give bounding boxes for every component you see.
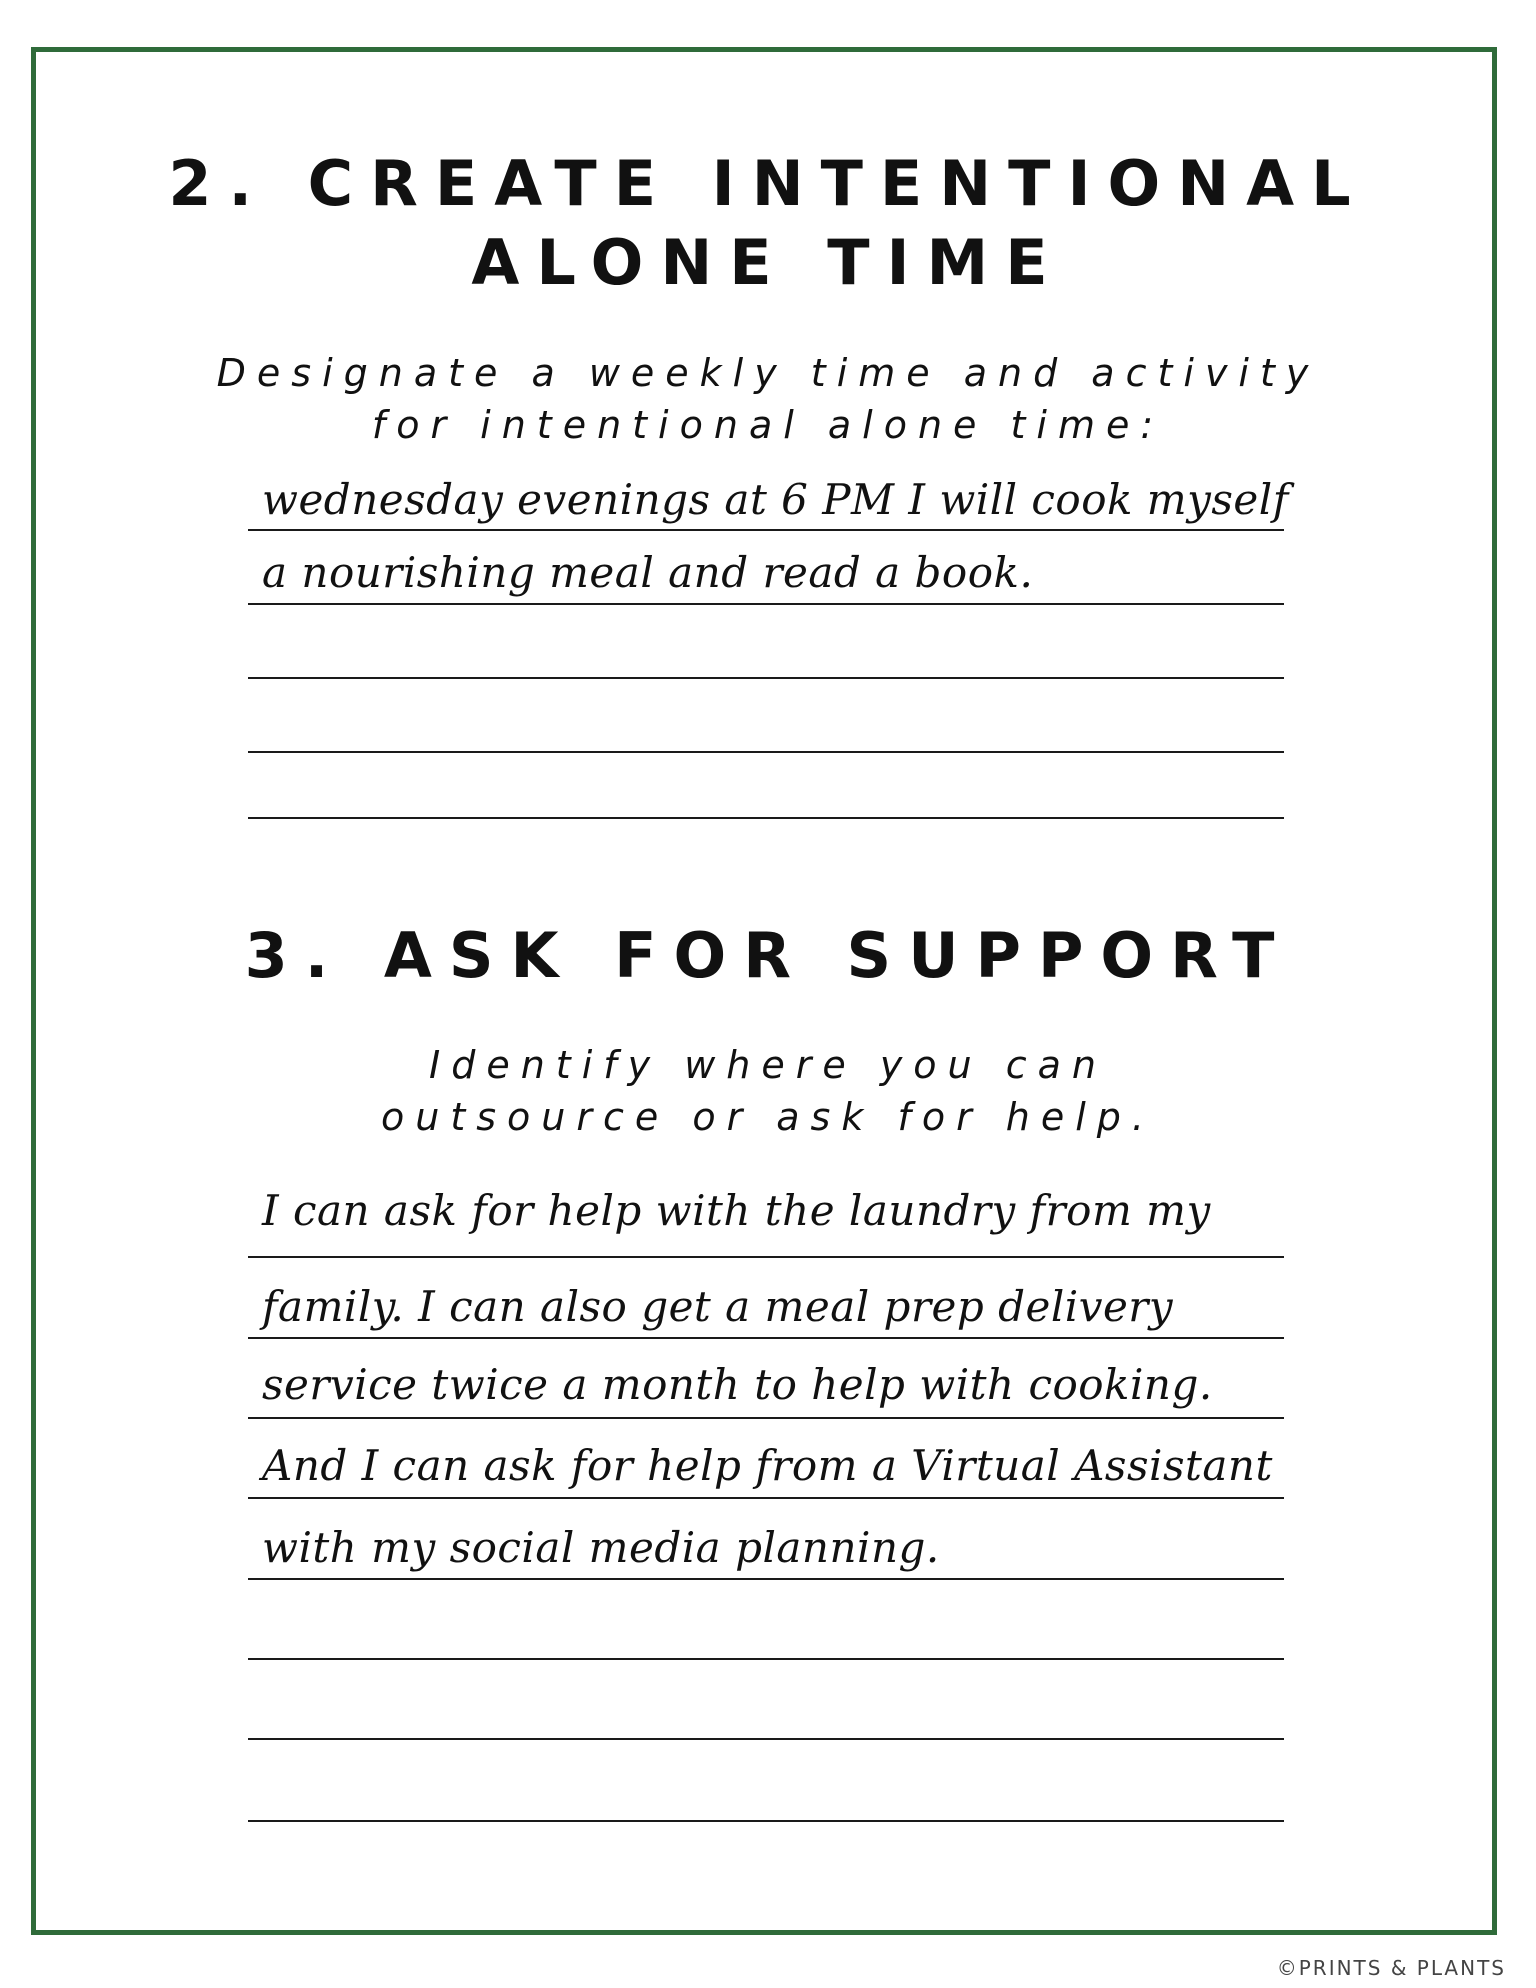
section-2-writing-line-2 [248,603,1284,605]
section-2-title-line-2: ALONE TIME [471,226,1065,299]
section-3-title: 3. ASK FOR SUPPORT [244,919,1292,992]
section-2-writing-line-5 [248,817,1284,819]
section-3-writing-line-7 [248,1738,1284,1740]
section-3-prompt-line-2: outsource or ask for help. [380,1095,1155,1139]
section-3-answer-5: with my social media planning. [262,1523,940,1572]
section-2-answer-1: wednesday evenings at 6 PM I will cook myself [262,475,1289,524]
section-3-writing-line-3 [248,1417,1284,1419]
section-3-writing-line-6 [248,1658,1284,1660]
section-2-title-line-1: 2. CREATE INTENTIONAL [168,147,1368,220]
section-3-answer-2: family. I can also get a meal prep delivery [262,1282,1174,1331]
section-3-writing-line-8 [248,1820,1284,1822]
section-2-prompt-line-2: for intentional alone time: [371,403,1165,447]
section-3-writing-line-4 [248,1497,1284,1499]
section-2-writing-line-3 [248,677,1284,679]
section-3-writing-line-2 [248,1337,1284,1339]
section-2-writing-line-1 [248,529,1284,531]
section-3-answer-3: service twice a month to help with cooking. [262,1360,1213,1409]
copyright-footer: ©PRINTS & PLANTS [1276,1956,1506,1980]
section-3-writing-line-5 [248,1578,1284,1580]
section-2-writing-line-4 [248,751,1284,753]
section-3-answer-4: And I can ask for help from a Virtual Assistant [262,1441,1273,1490]
section-3-prompt-line-1: Identify where you can [429,1043,1107,1087]
section-3-writing-line-1 [248,1256,1284,1258]
section-3-answer-1: I can ask for help with the laundry from my [262,1186,1211,1235]
section-2-prompt-line-1: Designate a weekly time and activity [216,351,1320,395]
section-2-answer-2: a nourishing meal and read a book. [262,548,1034,597]
